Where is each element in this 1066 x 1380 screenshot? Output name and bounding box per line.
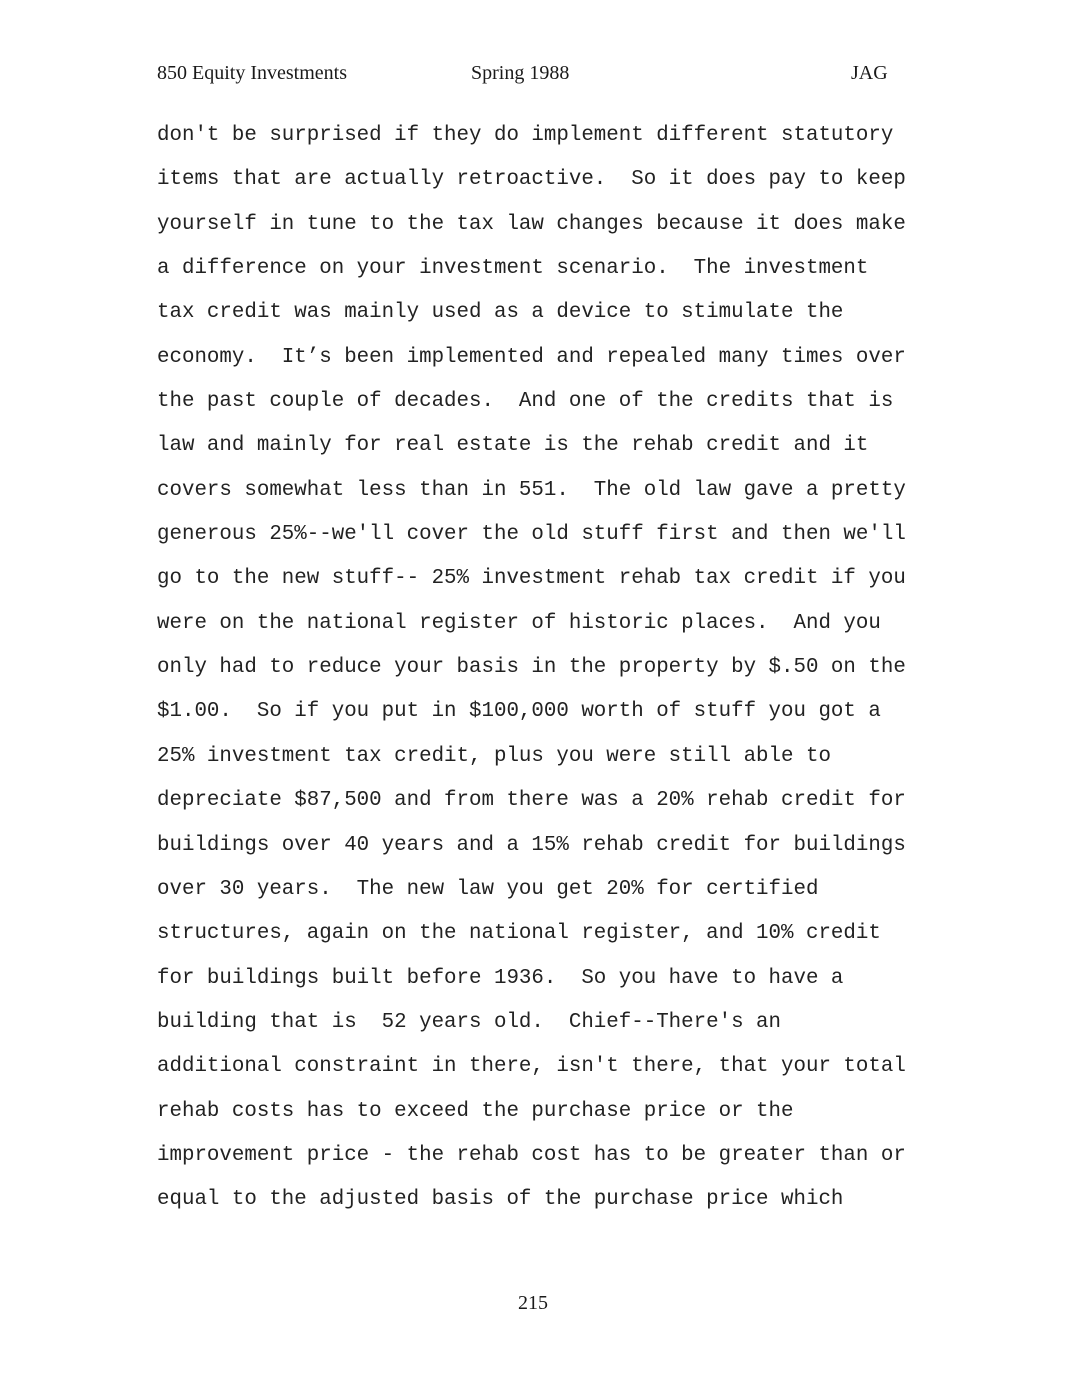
text-line: were on the national register of historic places. And you — [157, 611, 881, 635]
text-line: 25% investment tax credit, plus you were still able to — [157, 744, 831, 768]
text-line: additional constraint in there, isn't there, that your total — [157, 1055, 906, 1079]
text-line: building that is 52 years old. Chief--There's an — [157, 1010, 782, 1034]
text-line: rehab costs has to exceed the purchase price or the — [157, 1099, 794, 1123]
text-line: equal to the adjusted basis of the purchase price which — [157, 1188, 844, 1212]
course-title: 850 Equity Investments — [157, 62, 347, 84]
text-line: go to the new stuff-- 25% investment rehab tax credit if you — [157, 567, 906, 591]
text-line: structures, again on the national register, and 10% credit — [157, 922, 881, 946]
text-line: items that are actually retroactive. So it does pay to keep — [157, 168, 906, 192]
text-line: yourself in tune to the tax law changes because it does make — [157, 212, 906, 236]
text-line: buildings over 40 years and a 15% rehab credit for buildings — [157, 833, 906, 857]
text-line: only had to reduce your basis in the property by $.50 on the — [157, 656, 906, 680]
text-line: over 30 years. The new law you get 20% for certified — [157, 877, 819, 901]
text-line: $1.00. So if you put in $100,000 worth of stuff you got a — [157, 700, 881, 724]
page-header — [0, 62, 1066, 90]
text-line: improvement price - the rehab cost has to be greater than or — [157, 1143, 906, 1167]
text-line: law and mainly for real estate is the rehab credit and it — [157, 434, 869, 458]
text-line: a difference on your investment scenario. The investment — [157, 257, 869, 281]
term-label: Spring 1988 — [471, 62, 570, 84]
text-line: depreciate $87,500 and from there was a 20% rehab credit for — [157, 789, 906, 813]
text-line: covers somewhat less than in 551. The old law gave a pretty — [157, 478, 906, 502]
author-initials: JAG — [851, 62, 888, 84]
transcript-body — [157, 118, 937, 1227]
text-line: don't be surprised if they do implement different statutory — [157, 124, 894, 147]
text-line: tax credit was mainly used as a device to stimulate the — [157, 301, 844, 325]
text-line: for buildings built before 1936. So you have to have a — [157, 966, 844, 990]
text-line: the past couple of decades. And one of the credits that is — [157, 390, 894, 414]
text-line: generous 25%--we'll cover the old stuff first and then we'll — [157, 523, 906, 547]
page-number: 215 — [518, 1292, 548, 1314]
text-line: economy. It’s been implemented and repealed many times over — [157, 345, 906, 369]
